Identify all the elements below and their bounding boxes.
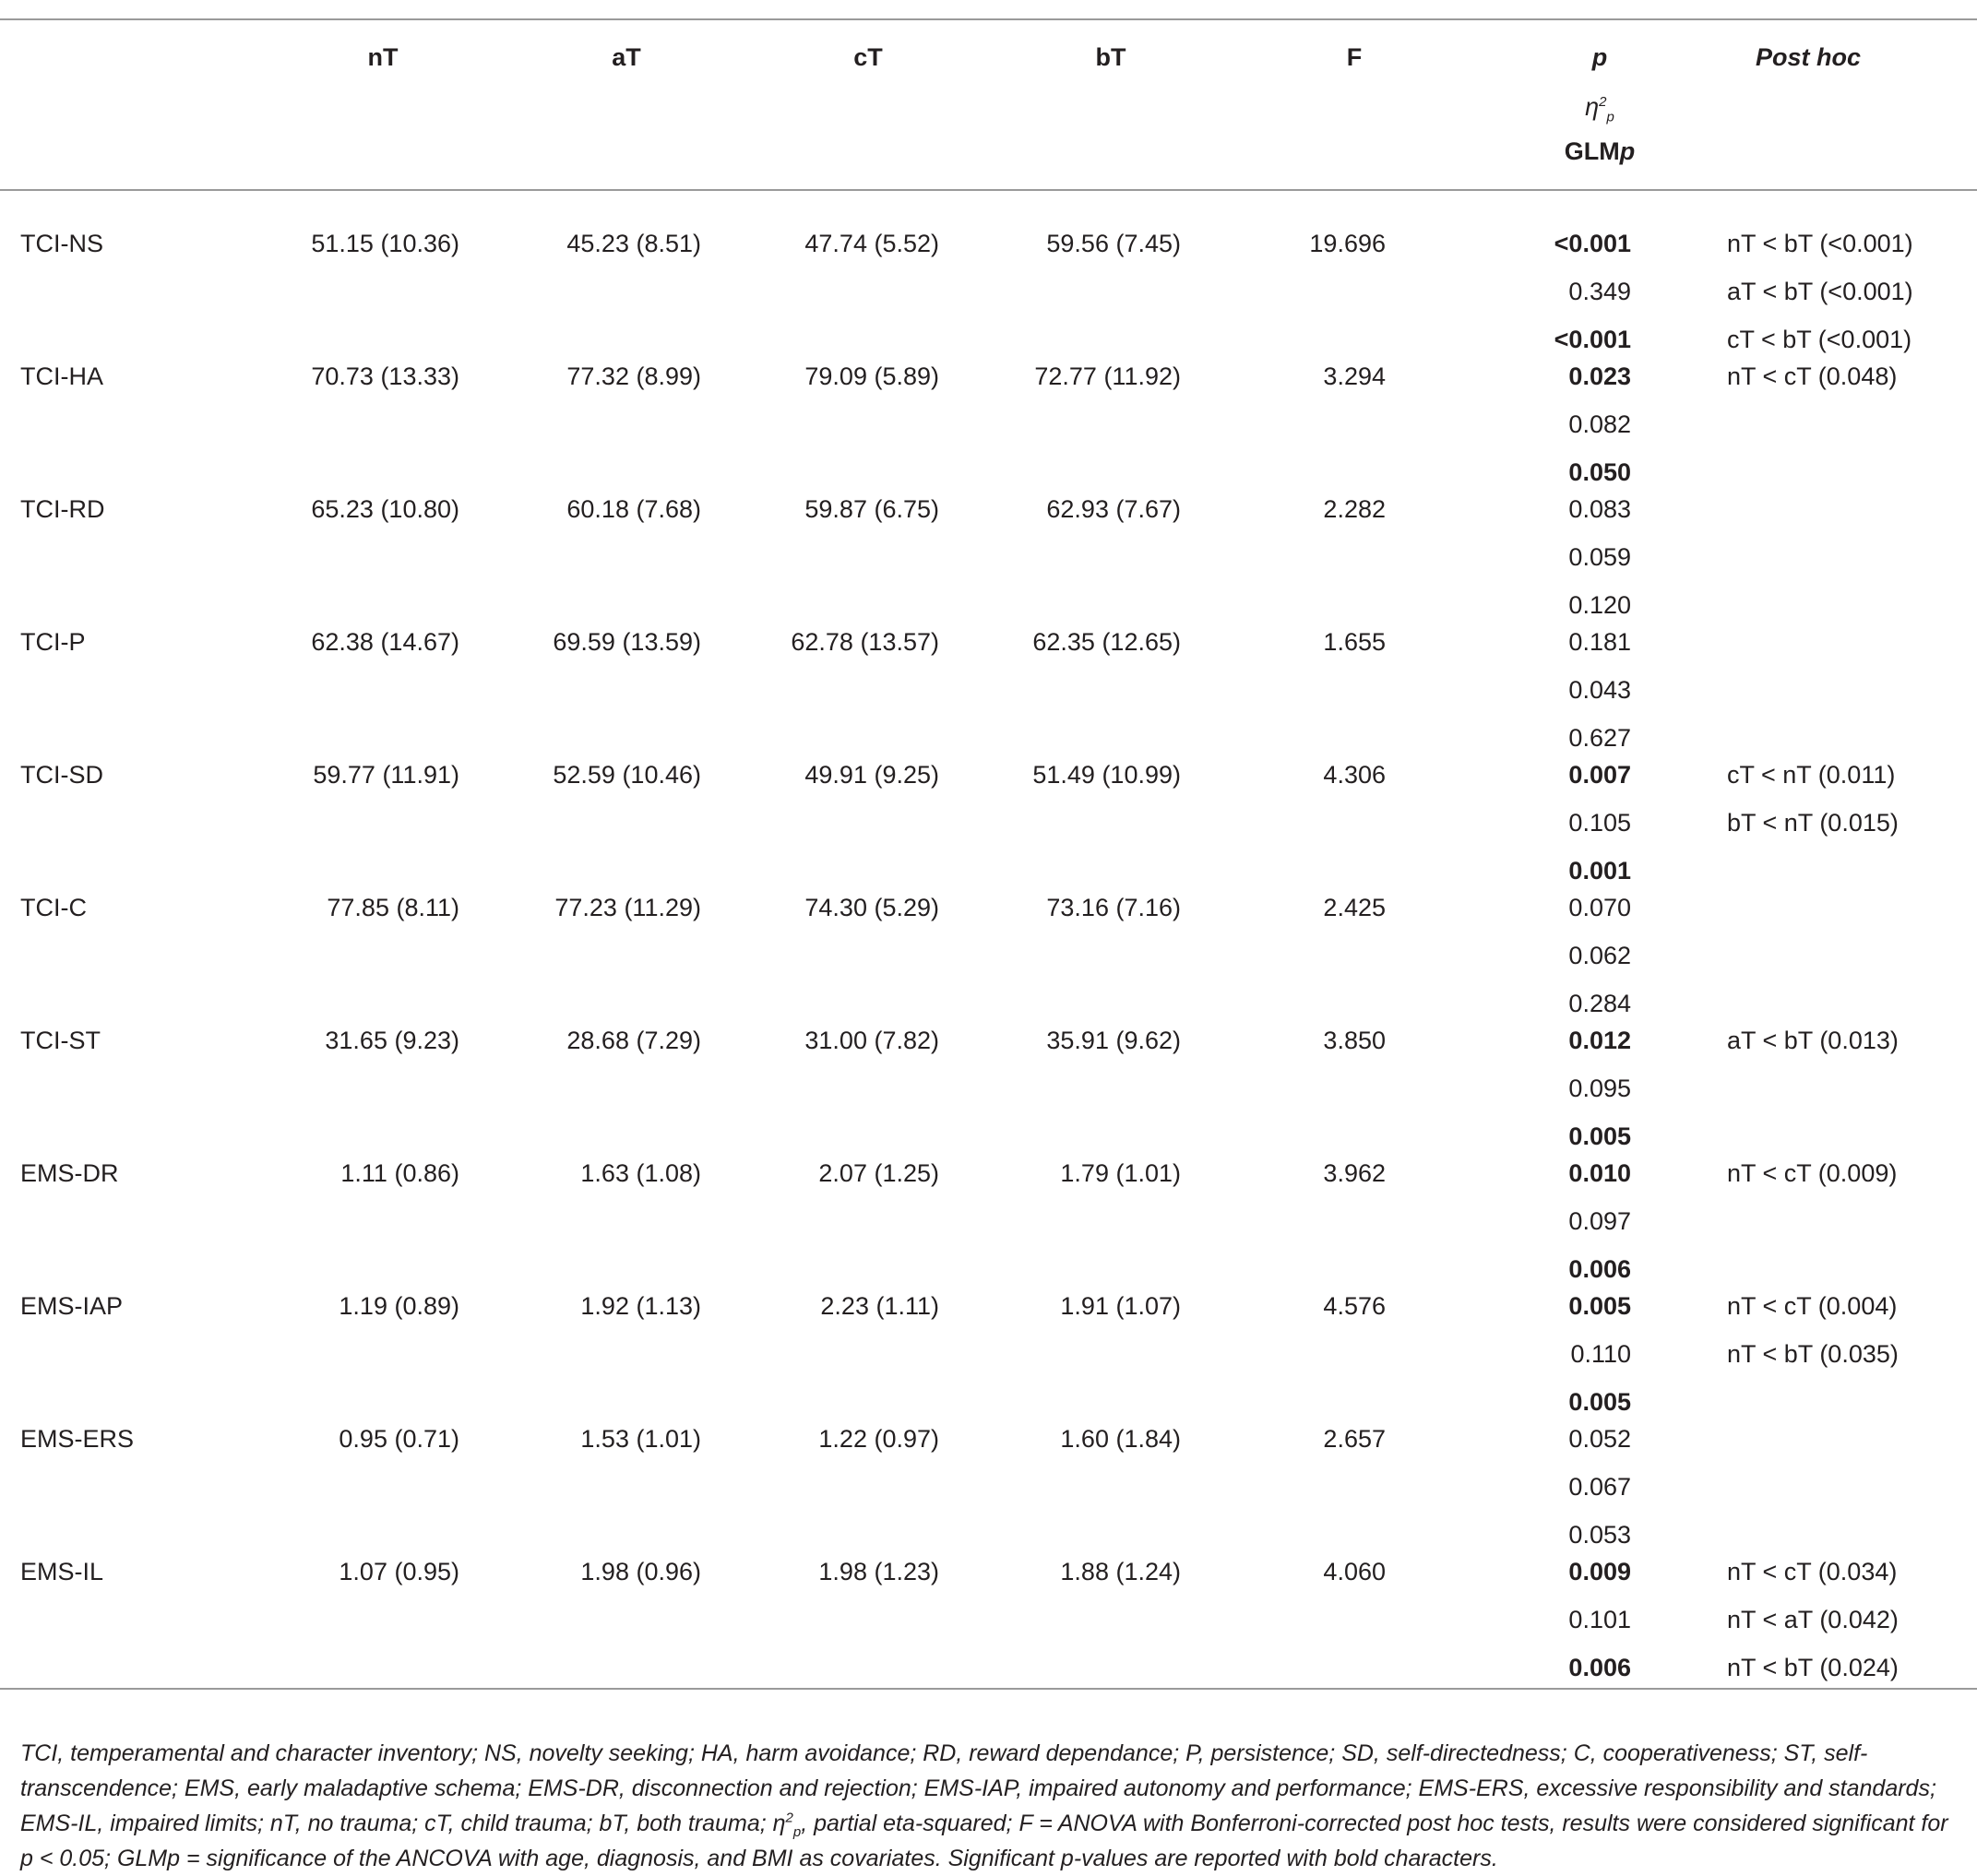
cell-aT: 52.59 (10.46) xyxy=(553,761,701,789)
cell-cT: 2.23 (1.11) xyxy=(820,1292,939,1320)
cell-posthoc: nT < cT (0.048) xyxy=(1727,362,1898,390)
row-label: TCI-ST xyxy=(20,1027,101,1054)
header-eta-sub: p xyxy=(1606,109,1614,125)
cell-glm-p: 0.284 xyxy=(1568,990,1631,1017)
cell-bT: 1.88 (1.24) xyxy=(1060,1558,1181,1585)
cell-nT: 77.85 (8.11) xyxy=(327,894,459,921)
cell-eta: 0.059 xyxy=(1568,543,1631,571)
cell-posthoc: bT < nT (0.015) xyxy=(1727,809,1899,837)
cell-posthoc: aT < bT (0.013) xyxy=(1727,1027,1899,1054)
cell-aT: 77.32 (8.99) xyxy=(566,362,701,390)
cell-aT: 60.18 (7.68) xyxy=(566,495,701,523)
cell-nT: 0.95 (0.71) xyxy=(339,1425,459,1453)
cell-p: 0.005 xyxy=(1568,1292,1631,1320)
cell-glm-p: 0.120 xyxy=(1568,591,1631,619)
cell-p: 0.181 xyxy=(1568,628,1631,656)
header-glm xyxy=(1554,137,1646,166)
cell-posthoc: cT < bT (<0.001) xyxy=(1727,326,1912,353)
header-cT: cT xyxy=(853,43,883,71)
cell-F: 2.425 xyxy=(1323,894,1386,921)
header-eta-sup: 2 xyxy=(1599,94,1607,110)
header-rule xyxy=(0,189,1977,191)
cell-cT: 31.00 (7.82) xyxy=(804,1027,939,1054)
footnote-eta-sup: 2 xyxy=(785,1810,793,1826)
cell-aT: 1.98 (0.96) xyxy=(580,1558,701,1585)
cell-F: 3.962 xyxy=(1323,1159,1386,1187)
cell-cT: 2.07 (1.25) xyxy=(818,1159,939,1187)
row-label: TCI-C xyxy=(20,894,87,921)
cell-cT: 49.91 (9.25) xyxy=(804,761,939,789)
cell-p: 0.007 xyxy=(1568,761,1631,789)
cell-cT: 79.09 (5.89) xyxy=(804,362,939,390)
row-label: TCI-NS xyxy=(20,230,103,257)
cell-p: 0.009 xyxy=(1568,1558,1631,1585)
cell-bT: 59.56 (7.45) xyxy=(1046,230,1181,257)
cell-p: 0.010 xyxy=(1568,1159,1631,1187)
cell-aT: 1.92 (1.13) xyxy=(580,1292,701,1320)
cell-glm-p: 0.005 xyxy=(1568,1122,1631,1150)
cell-nT: 51.15 (10.36) xyxy=(311,230,459,257)
row-label: TCI-P xyxy=(20,628,86,656)
cell-p: <0.001 xyxy=(1554,230,1631,257)
cell-F: 1.655 xyxy=(1323,628,1386,656)
cell-posthoc: nT < bT (<0.001) xyxy=(1727,230,1913,257)
cell-eta: 0.067 xyxy=(1568,1473,1631,1501)
cell-F: 4.060 xyxy=(1323,1558,1386,1585)
cell-glm-p: 0.006 xyxy=(1568,1654,1631,1681)
cell-posthoc: nT < cT (0.034) xyxy=(1727,1558,1898,1585)
cell-F: 4.576 xyxy=(1323,1292,1386,1320)
cell-bT: 1.91 (1.07) xyxy=(1060,1292,1181,1320)
cell-aT: 1.63 (1.08) xyxy=(580,1159,701,1187)
cell-cT: 1.98 (1.23) xyxy=(818,1558,939,1585)
cell-p: 0.070 xyxy=(1568,894,1631,921)
cell-nT: 65.23 (10.80) xyxy=(311,495,459,523)
cell-glm-p: <0.001 xyxy=(1554,326,1631,353)
cell-eta: 0.043 xyxy=(1568,676,1631,704)
cell-glm-p: 0.001 xyxy=(1568,857,1631,885)
cell-bT: 62.93 (7.67) xyxy=(1046,495,1181,523)
cell-eta: 0.349 xyxy=(1568,278,1631,305)
cell-cT: 1.22 (0.97) xyxy=(818,1425,939,1453)
header-bT: bT xyxy=(1095,43,1126,71)
cell-F: 19.696 xyxy=(1309,230,1386,257)
cell-cT: 62.78 (13.57) xyxy=(791,628,939,656)
header-posthoc: Post hoc xyxy=(1755,43,1861,71)
footnote xyxy=(20,1736,1962,1876)
cell-p: 0.083 xyxy=(1568,495,1631,523)
cell-eta: 0.082 xyxy=(1568,410,1631,438)
cell-glm-p: 0.050 xyxy=(1568,458,1631,486)
cell-nT: 59.77 (11.91) xyxy=(313,761,459,789)
cell-F: 3.850 xyxy=(1323,1027,1386,1054)
footnote-part2: , partial eta-squared; F = ANOVA with Bonferroni-corrected post hoc tests, results were considered significant for p < 0.05; GLMp = significance of the ANCOVA with age, diagnosis, and BMI as covariates. Significant p-values are reported with bold characters. xyxy=(20,1811,1948,1871)
cell-aT: 77.23 (11.29) xyxy=(554,894,701,921)
cell-cT: 47.74 (5.52) xyxy=(804,230,939,257)
header-p: p xyxy=(1591,43,1608,71)
cell-posthoc: nT < bT (0.024) xyxy=(1727,1654,1899,1681)
footnote-eta-symbol: η xyxy=(772,1811,786,1836)
cell-cT: 59.87 (6.75) xyxy=(804,495,939,523)
row-label: TCI-RD xyxy=(20,495,105,523)
cell-aT: 28.68 (7.29) xyxy=(566,1027,701,1054)
cell-bT: 72.77 (11.92) xyxy=(1034,362,1181,390)
cell-eta: 0.095 xyxy=(1568,1075,1631,1102)
cell-bT: 1.60 (1.84) xyxy=(1060,1425,1181,1453)
header-aT: aT xyxy=(612,43,641,71)
row-label: EMS-IL xyxy=(20,1558,104,1585)
cell-glm-p: 0.006 xyxy=(1568,1255,1631,1283)
cell-F: 3.294 xyxy=(1323,362,1386,390)
cell-p: 0.023 xyxy=(1568,362,1631,390)
cell-glm-p: 0.053 xyxy=(1568,1521,1631,1549)
row-label: TCI-HA xyxy=(20,362,103,390)
cell-p: 0.012 xyxy=(1568,1027,1631,1054)
cell-bT: 62.35 (12.65) xyxy=(1032,628,1181,656)
cell-posthoc: cT < nT (0.011) xyxy=(1727,761,1896,789)
cell-eta: 0.110 xyxy=(1570,1340,1631,1368)
row-label: TCI-SD xyxy=(20,761,103,789)
cell-nT: 1.11 (0.86) xyxy=(340,1159,459,1187)
cell-nT: 70.73 (13.33) xyxy=(311,362,459,390)
cell-cT: 74.30 (5.29) xyxy=(804,894,939,921)
cell-F: 2.282 xyxy=(1323,495,1386,523)
cell-aT: 45.23 (8.51) xyxy=(566,230,701,257)
cell-posthoc: nT < cT (0.009) xyxy=(1727,1159,1898,1187)
cell-eta: 0.097 xyxy=(1568,1207,1631,1235)
cell-F: 2.657 xyxy=(1323,1425,1386,1453)
bottom-rule xyxy=(0,1688,1977,1690)
row-label: EMS-IAP xyxy=(20,1292,124,1320)
cell-F: 4.306 xyxy=(1323,761,1386,789)
cell-posthoc: aT < bT (<0.001) xyxy=(1727,278,1913,305)
cell-nT: 1.19 (0.89) xyxy=(339,1292,459,1320)
cell-eta: 0.101 xyxy=(1568,1606,1631,1633)
footnote-part1: TCI, temperamental and character inventory; NS, novelty seeking; HA, harm avoidance; RD, reward dependance; P, persistence; SD, self-directedness; C, cooperativeness; ST, self-transcendence; EMS, early maladaptive schema; EMS-DR, disconnection and rejection; EMS-IAP, impaired autonomy and performance; EMS-ERS, excessive responsibility and standards; EMS-IL, impaired limits; nT, no trauma; cT, child trauma; bT, both trauma; xyxy=(20,1740,1936,1836)
row-label: EMS-DR xyxy=(20,1159,119,1187)
cell-nT: 1.07 (0.95) xyxy=(339,1558,459,1585)
top-rule xyxy=(0,18,1977,20)
row-label: EMS-ERS xyxy=(20,1425,135,1453)
cell-nT: 31.65 (9.23) xyxy=(325,1027,459,1054)
cell-bT: 35.91 (9.62) xyxy=(1046,1027,1181,1054)
footnote-eta-sub: p xyxy=(792,1824,802,1840)
cell-eta: 0.062 xyxy=(1568,942,1631,969)
cell-eta: 0.105 xyxy=(1568,809,1631,837)
cell-posthoc: nT < bT (0.035) xyxy=(1727,1340,1899,1368)
cell-posthoc: nT < aT (0.042) xyxy=(1727,1606,1899,1633)
cell-bT: 51.49 (10.99) xyxy=(1032,761,1181,789)
header-eta-symbol: η xyxy=(1585,93,1600,121)
cell-posthoc: nT < cT (0.004) xyxy=(1727,1292,1898,1320)
header-nT: nT xyxy=(367,43,399,71)
header-eta xyxy=(1554,92,1646,125)
cell-bT: 1.79 (1.01) xyxy=(1060,1159,1181,1187)
header-glm-suffix: p xyxy=(1619,137,1636,165)
header-F: F xyxy=(1346,43,1363,71)
cell-nT: 62.38 (14.67) xyxy=(311,628,459,656)
cell-aT: 1.53 (1.01) xyxy=(580,1425,701,1453)
header-glm-prefix: GLM xyxy=(1564,137,1620,165)
cell-bT: 73.16 (7.16) xyxy=(1046,894,1181,921)
cell-glm-p: 0.005 xyxy=(1568,1388,1631,1416)
cell-p: 0.052 xyxy=(1568,1425,1631,1453)
cell-glm-p: 0.627 xyxy=(1568,724,1631,752)
cell-aT: 69.59 (13.59) xyxy=(553,628,701,656)
